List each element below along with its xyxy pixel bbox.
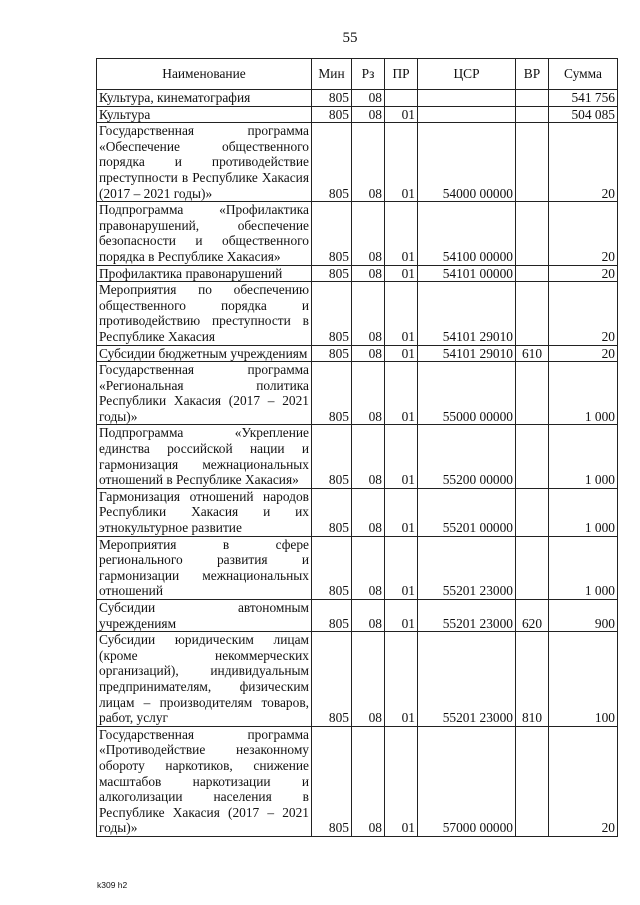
row-csr: 55201 23000 (418, 600, 516, 632)
table-row (97, 536, 618, 599)
header-pr: ПР (385, 59, 418, 90)
row-csr (418, 106, 516, 123)
row-sum: 504 085 (549, 106, 618, 123)
header-csr: ЦСР (418, 59, 516, 90)
row-csr: 54101 00000 (418, 265, 516, 282)
row-rz: 08 (352, 202, 385, 265)
row-csr: 55000 00000 (418, 362, 516, 425)
row-rz: 08 (352, 425, 385, 488)
row-rz: 08 (352, 345, 385, 362)
row-pr: 01 (385, 345, 418, 362)
row-vr: 610 (516, 345, 549, 362)
row-vr (516, 90, 549, 107)
table-row (97, 282, 618, 345)
row-vr (516, 282, 549, 345)
row-sum: 20 (549, 265, 618, 282)
row-pr: 01 (385, 123, 418, 202)
row-sum: 20 (549, 282, 618, 345)
row-pr: 01 (385, 425, 418, 488)
table-row (97, 600, 618, 632)
row-vr: 620 (516, 600, 549, 632)
row-min: 805 (312, 282, 352, 345)
header-min: Мин (312, 59, 352, 90)
row-min: 805 (312, 265, 352, 282)
row-sum: 20 (549, 345, 618, 362)
row-min: 805 (312, 600, 352, 632)
row-sum: 20 (549, 123, 618, 202)
row-pr (385, 90, 418, 107)
row-name: Подпрограмма «Профилактика правонарушений, обеспечение безопасности и общественного порядка в Республике Хакасия» (97, 202, 312, 265)
row-rz: 08 (352, 726, 385, 836)
row-min: 805 (312, 632, 352, 727)
row-pr: 01 (385, 488, 418, 536)
row-rz: 08 (352, 265, 385, 282)
table-row (97, 202, 618, 265)
header-rz: Рз (352, 59, 385, 90)
row-min: 805 (312, 123, 352, 202)
row-name: Субсидии бюджетным учреждениям (97, 345, 312, 362)
row-sum: 20 (549, 726, 618, 836)
row-name: Мероприятия по обеспечению общественного порядка и противодействию преступности в Республике Хакасия (97, 282, 312, 345)
table-row (97, 123, 618, 202)
row-vr (516, 726, 549, 836)
row-name: Культура (97, 106, 312, 123)
row-rz: 08 (352, 536, 385, 599)
row-name: Подпрограмма «Укрепление единства российской нации и гармонизация межнациональных отношений в Республике Хакасия» (97, 425, 312, 488)
row-csr: 55201 23000 (418, 632, 516, 727)
row-vr (516, 536, 549, 599)
row-sum: 541 756 (549, 90, 618, 107)
row-vr (516, 362, 549, 425)
table-row (97, 488, 618, 536)
row-min: 805 (312, 726, 352, 836)
row-rz: 08 (352, 488, 385, 536)
row-csr: 55201 23000 (418, 536, 516, 599)
row-min: 805 (312, 106, 352, 123)
row-min: 805 (312, 362, 352, 425)
row-pr: 01 (385, 282, 418, 345)
budget-table (96, 58, 618, 837)
row-csr: 54101 29010 (418, 282, 516, 345)
row-name: Государственная программа «Противодействие незаконному обороту наркотиков, снижение масштабов наркотизации и алкоголизации населения в Республике Хакасия (2017 – 2021 годы)» (97, 726, 312, 836)
row-min: 805 (312, 90, 352, 107)
row-csr (418, 90, 516, 107)
row-pr: 01 (385, 726, 418, 836)
row-sum: 1 000 (549, 425, 618, 488)
row-name: Государственная программа «Региональная политика Республики Хакасия (2017 – 2021 годы)» (97, 362, 312, 425)
row-name: Гармонизация отношений народов Республики Хакасия и их этнокультурное развитие (97, 488, 312, 536)
row-name: Профилактика правонарушений (97, 265, 312, 282)
row-rz: 08 (352, 600, 385, 632)
row-rz: 08 (352, 123, 385, 202)
row-vr (516, 202, 549, 265)
row-min: 805 (312, 202, 352, 265)
table-row (97, 726, 618, 836)
row-rz: 08 (352, 90, 385, 107)
row-csr: 55200 00000 (418, 425, 516, 488)
row-csr: 54100 00000 (418, 202, 516, 265)
row-vr (516, 488, 549, 536)
row-min: 805 (312, 345, 352, 362)
row-pr: 01 (385, 202, 418, 265)
row-vr (516, 106, 549, 123)
row-name: Субсидии автономным учреждениям (97, 600, 312, 632)
row-rz: 08 (352, 106, 385, 123)
row-name: Субсидии юридическим лицам (кроме некоммерческих организаций), индивидуальным предпринимателям, физическим лицам – производителям товаров, работ, услуг (97, 632, 312, 727)
row-name: Культура, кинематография (97, 90, 312, 107)
row-pr: 01 (385, 265, 418, 282)
row-pr: 01 (385, 600, 418, 632)
row-sum: 1 000 (549, 362, 618, 425)
table-row (97, 425, 618, 488)
row-sum: 1 000 (549, 488, 618, 536)
row-csr: 55201 00000 (418, 488, 516, 536)
row-min: 805 (312, 425, 352, 488)
row-sum: 900 (549, 600, 618, 632)
header-name: Наименование (97, 59, 312, 90)
row-min: 805 (312, 488, 352, 536)
row-rz: 08 (352, 362, 385, 425)
table-row (97, 362, 618, 425)
header-sum: Сумма (549, 59, 618, 90)
row-pr: 01 (385, 632, 418, 727)
table-row (97, 265, 618, 282)
row-csr: 54101 29010 (418, 345, 516, 362)
table-header-row (97, 59, 618, 90)
row-vr: 810 (516, 632, 549, 727)
header-vr: ВР (516, 59, 549, 90)
row-rz: 08 (352, 632, 385, 727)
row-name: Государственная программа «Обеспечение общественного порядка и противодействие преступности в Республике Хакасия (2017 – 2021 годы)» (97, 123, 312, 202)
row-sum: 1 000 (549, 536, 618, 599)
table-row (97, 90, 618, 107)
row-pr: 01 (385, 106, 418, 123)
row-vr (516, 265, 549, 282)
row-vr (516, 425, 549, 488)
document-code: k309 h2 (97, 880, 128, 890)
table-row (97, 632, 618, 727)
row-name: Мероприятия в сфере регионального развития и гармонизации межнациональных отношений (97, 536, 312, 599)
row-sum: 20 (549, 202, 618, 265)
row-rz: 08 (352, 282, 385, 345)
row-vr (516, 123, 549, 202)
row-sum: 100 (549, 632, 618, 727)
page-number: 55 (342, 30, 358, 46)
row-pr: 01 (385, 536, 418, 599)
row-csr: 54000 00000 (418, 123, 516, 202)
row-csr: 57000 00000 (418, 726, 516, 836)
table-row (97, 345, 618, 362)
table-row (97, 106, 618, 123)
row-pr: 01 (385, 362, 418, 425)
row-min: 805 (312, 536, 352, 599)
